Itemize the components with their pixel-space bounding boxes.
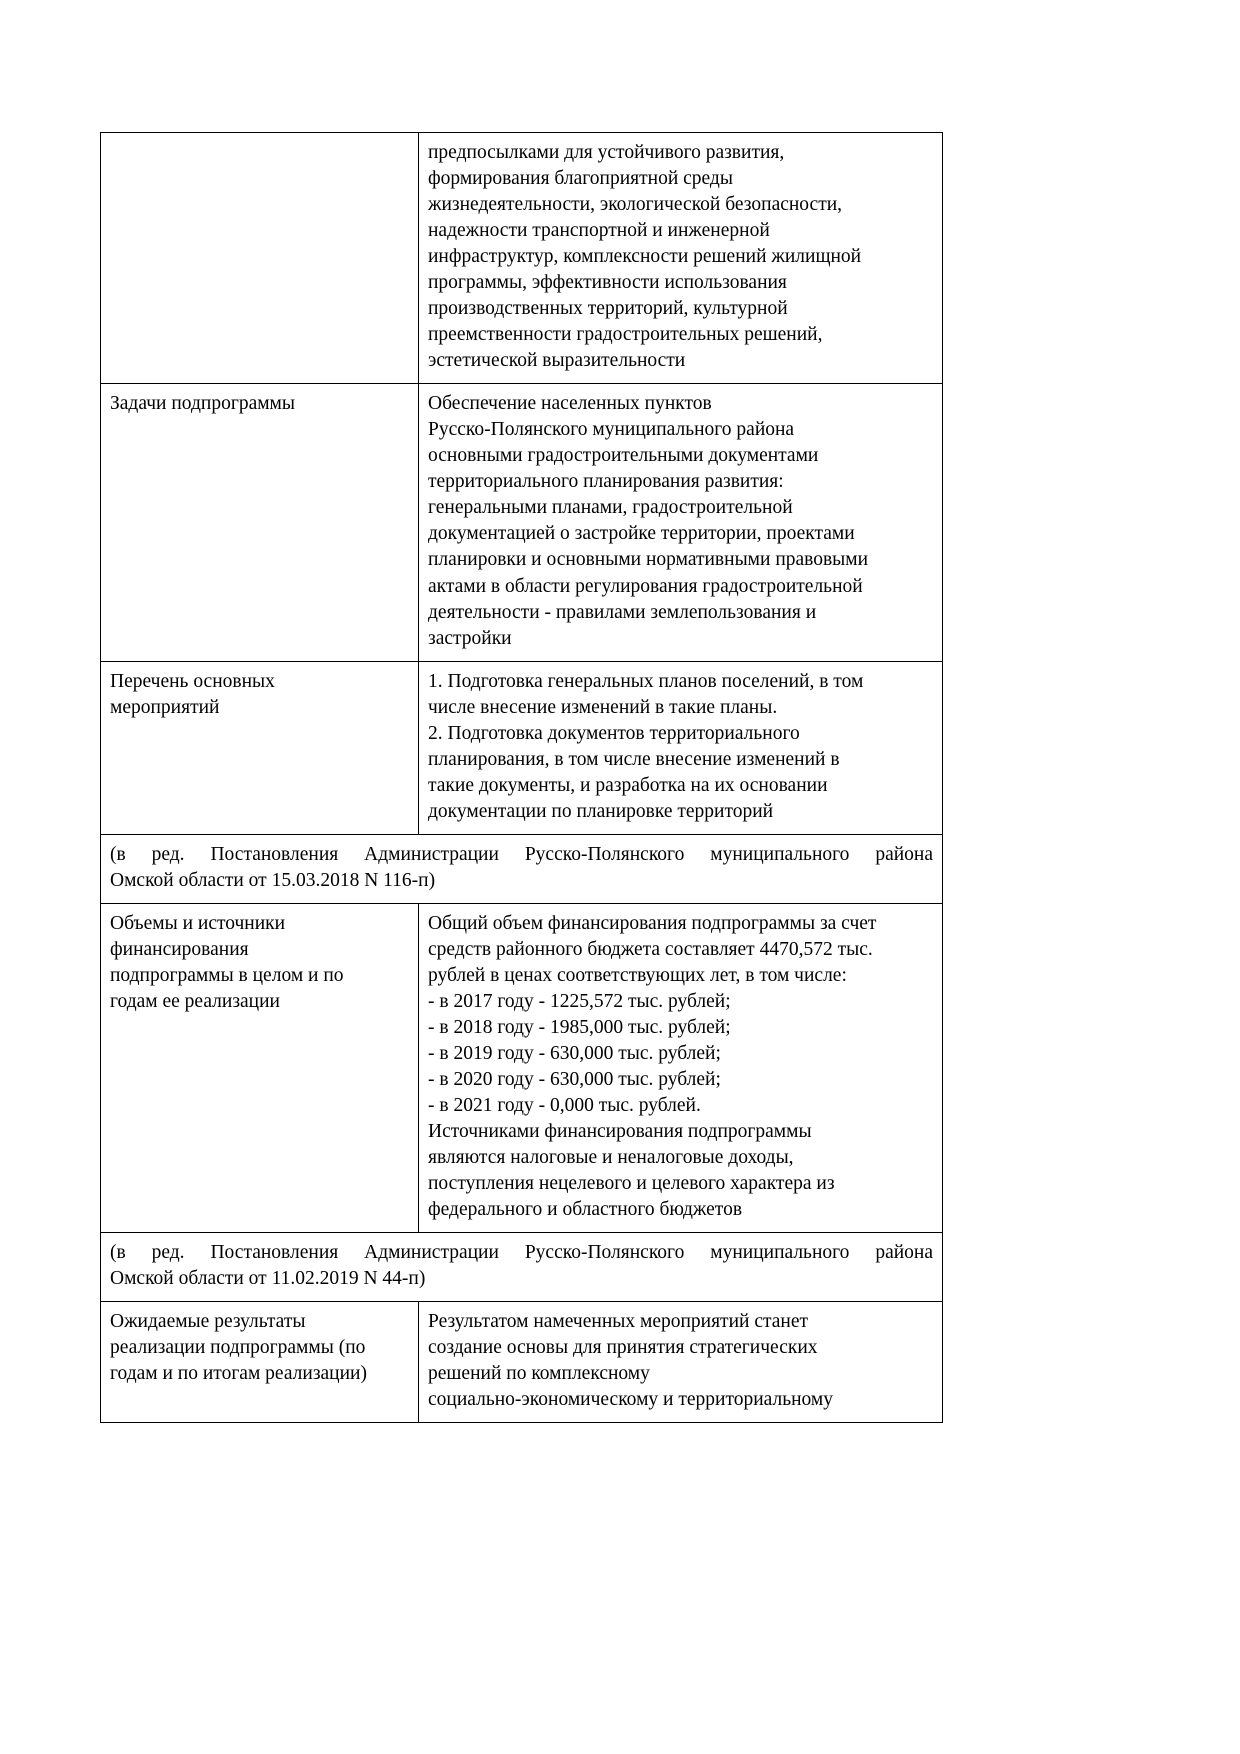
- text-line: годам и по итогам реализации): [110, 1363, 367, 1385]
- text-line: застройки: [428, 627, 512, 649]
- paragraph: [110, 1240, 933, 1292]
- row-label-cell: [101, 661, 419, 834]
- table-row: [101, 903, 943, 1232]
- text-line: решений по комплексному: [428, 1363, 650, 1385]
- text-line: социально-экономическому и территориальному: [428, 1389, 834, 1411]
- text-line: преемственности градостроительных решений,: [428, 324, 823, 346]
- row-label-cell: [101, 903, 419, 1232]
- row-value-cell: [419, 903, 943, 1232]
- text-line-year-2019: - в 2019 году - 630,000 тыс. рублей;: [428, 1043, 721, 1064]
- note-line: Омской области от 15.03.2018 N 116-п): [110, 869, 436, 891]
- text-line: числе внесение изменений в такие планы.: [428, 696, 778, 718]
- text-line: реализации подпрограммы (по: [110, 1337, 366, 1359]
- paragraph: [110, 911, 409, 1015]
- text-line: финансирования: [110, 938, 249, 960]
- paragraph: [110, 669, 409, 721]
- amendment-note: [101, 1233, 943, 1302]
- text-line: формирования благоприятной среды: [428, 168, 733, 190]
- text-line: годам ее реализации: [110, 990, 280, 1012]
- text-line: поступления нецелевого и целевого характера из: [428, 1173, 835, 1195]
- paragraph: [428, 669, 933, 825]
- text-line-year-2020: - в 2020 году - 630,000 тыс. рублей;: [428, 1069, 721, 1091]
- table-row: [101, 133, 943, 384]
- paragraph: [110, 1309, 409, 1387]
- table-row: [101, 384, 943, 661]
- text-line: жизнедеятельности, экологической безопасности,: [428, 194, 843, 216]
- text-line-year-2018: - в 2018 году - 1985,000 тыс. рублей;: [428, 1016, 731, 1038]
- note-line: Омской области от 11.02.2019 N 44-п): [110, 1268, 426, 1290]
- text-line: Результатом намеченных мероприятий станет: [428, 1311, 809, 1333]
- paragraph: [428, 140, 933, 374]
- text-line: мероприятий: [110, 696, 220, 718]
- text-line: генеральными планами, градостроительной: [428, 497, 793, 519]
- text-line: рублей в ценах соответствующих лет, в том числе:: [428, 964, 847, 986]
- text-line: инфраструктур, комплексности решений жилищной: [428, 246, 862, 268]
- table-row: [101, 1302, 943, 1423]
- text-line: планирования, в том числе внесение изменений в: [428, 748, 840, 770]
- note-line: (в ред. Постановления Администрации Русско-Полянского муниципального района: [110, 1242, 933, 1264]
- amendment-note: [101, 834, 943, 903]
- row-label-cell: [101, 133, 419, 384]
- paragraph: [428, 1309, 933, 1413]
- text-line: надежности транспортной и инженерной: [428, 220, 770, 242]
- table-row-note: [101, 1233, 943, 1302]
- paragraph: [110, 842, 933, 894]
- note-line: (в ред. Постановления Администрации Русско-Полянского муниципального района: [110, 843, 933, 865]
- text-line: Объемы и источники: [110, 912, 286, 934]
- text-line: предпосылками для устойчивого развития,: [428, 142, 785, 163]
- paragraph: [428, 391, 933, 651]
- table-row-note: [101, 834, 943, 903]
- text-line: Ожидаемые результаты: [110, 1311, 306, 1333]
- text-line: производственных территорий, культурной: [428, 298, 788, 320]
- paragraph: [428, 911, 933, 1223]
- text-line: эстетической выразительности: [428, 350, 686, 372]
- row-label-cell: [101, 384, 419, 661]
- text-line: планировки и основными нормативными правовыми: [428, 549, 869, 571]
- text-line: актами в области регулирования градостроительной: [428, 575, 863, 597]
- row-value-cell: [419, 1302, 943, 1423]
- text-line-year-2021: - в 2021 году - 0,000 тыс. рублей.: [428, 1095, 701, 1117]
- text-line: создание основы для принятия стратегических: [428, 1337, 818, 1359]
- text-line: Общий объем финансирования подпрограммы за счет: [428, 912, 877, 934]
- text-line-year-2017: - в 2017 году - 1225,572 тыс. рублей;: [428, 990, 731, 1012]
- text-line: документации по планировке территорий: [428, 800, 774, 822]
- text-line: Русско-Полянского муниципального района: [428, 419, 795, 441]
- text-line: 2. Подготовка документов территориального: [428, 722, 800, 744]
- table-body: [101, 133, 943, 1423]
- table-row: [101, 661, 943, 834]
- text-line: программы, эффективности использования: [428, 272, 787, 294]
- text-line: Обеспечение населенных пунктов: [428, 393, 712, 415]
- text-line: 1. Подготовка генеральных планов поселений, в том: [428, 670, 864, 692]
- row-value-cell: [419, 384, 943, 661]
- paragraph: [110, 391, 409, 417]
- text-line: Источниками финансирования подпрограммы: [428, 1121, 812, 1143]
- text-line: федерального и областного бюджетов: [428, 1199, 743, 1221]
- text-line: основными градостроительными документами: [428, 445, 819, 467]
- text-line: Задачи подпрограммы: [110, 393, 296, 415]
- text-line: документацией о застройке территории, проектами: [428, 523, 855, 545]
- text-line: Перечень основных: [110, 670, 275, 692]
- row-value-cell: [419, 133, 943, 384]
- row-value-cell: [419, 661, 943, 834]
- text-line: являются налоговые и неналоговые доходы,: [428, 1147, 794, 1169]
- text-line: средств районного бюджета составляет 4470,572 тыс.: [428, 938, 873, 960]
- text-line: подпрограммы в целом и по: [110, 964, 344, 986]
- text-line: территориального планирования развития:: [428, 471, 784, 493]
- text-line: деятельности - правилами землепользования и: [428, 601, 817, 623]
- program-passport-table: [100, 132, 943, 1423]
- row-label-cell: [101, 1302, 419, 1423]
- text-line: такие документы, и разработка на их основании: [428, 774, 828, 796]
